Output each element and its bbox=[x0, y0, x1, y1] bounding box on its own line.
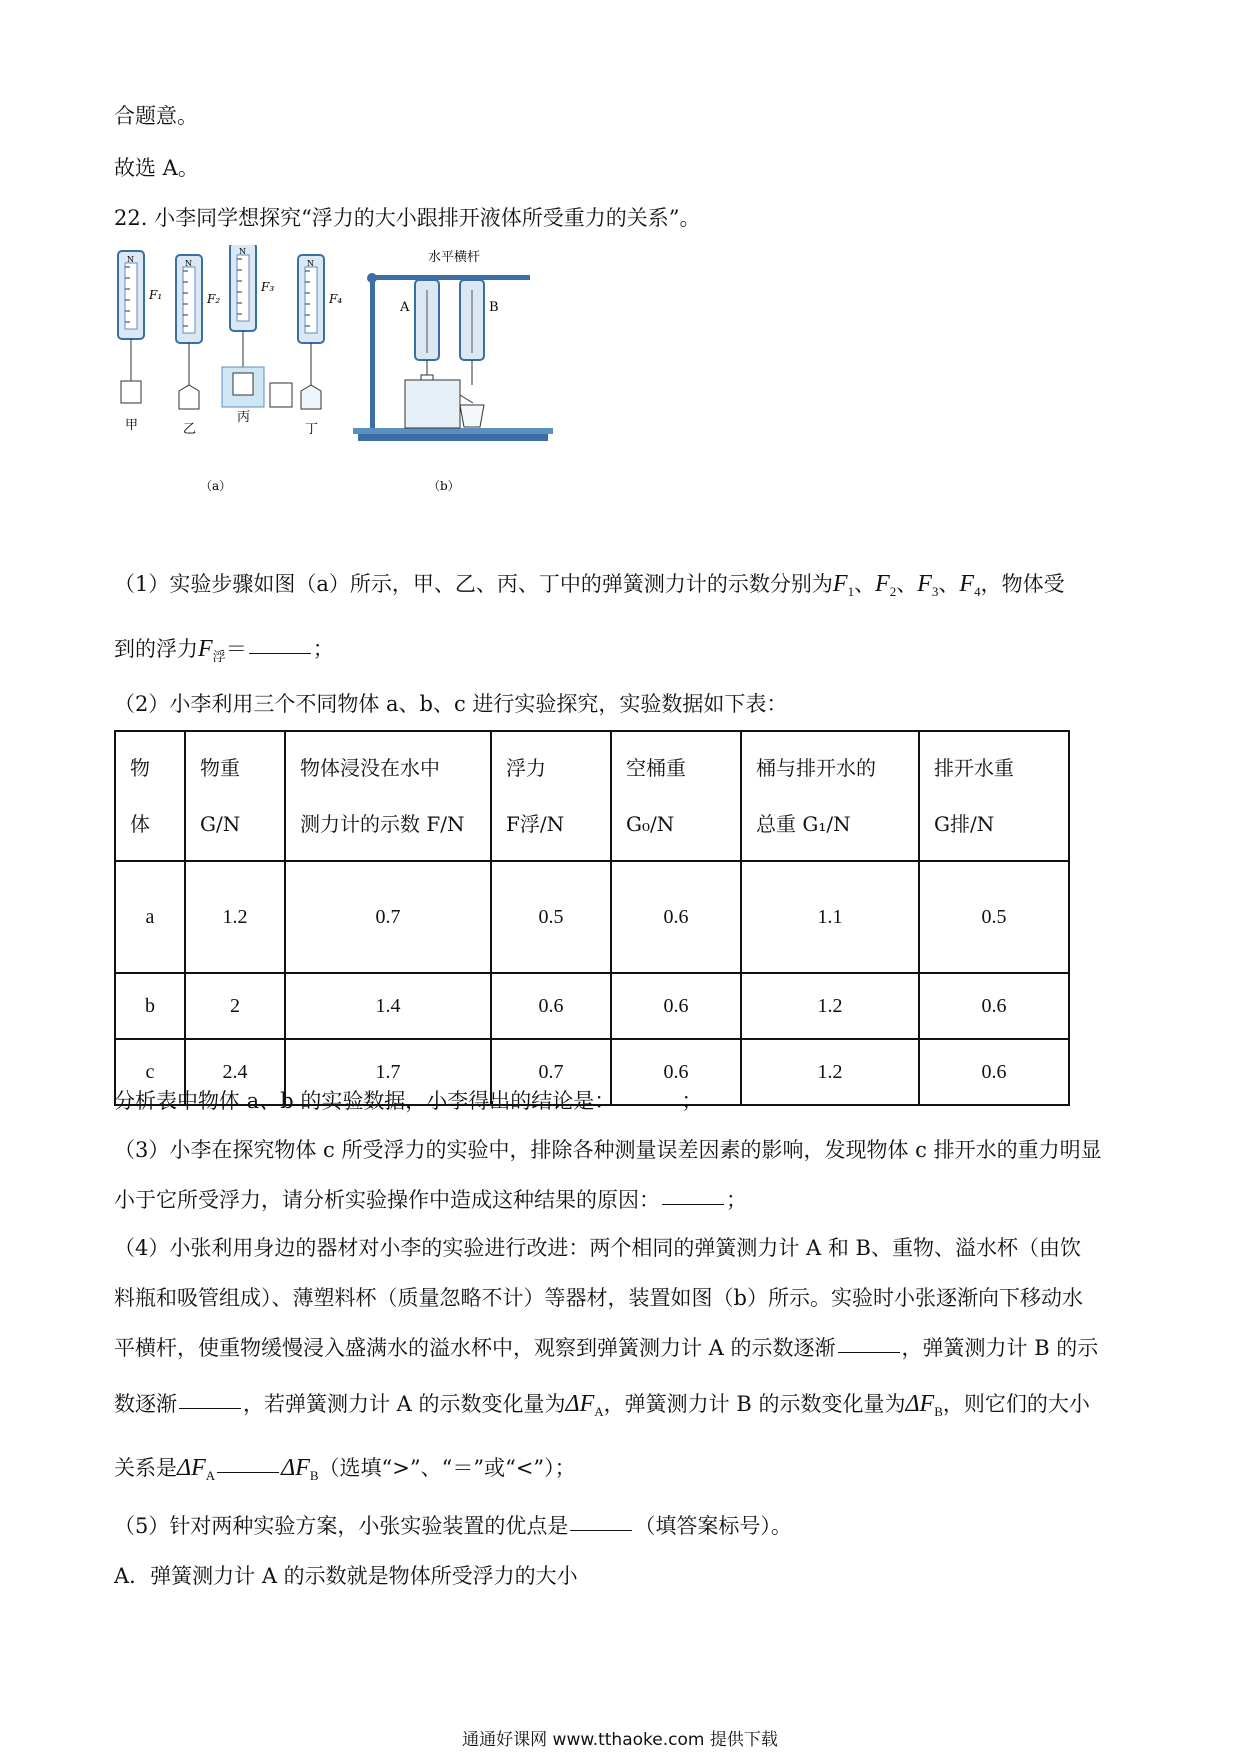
formula-dfa: $\Delta F_A$ bbox=[565, 1391, 604, 1419]
table-header-row bbox=[115, 731, 1069, 861]
caption-b: （b） bbox=[428, 479, 460, 493]
text-line: （1）实验步骤如图（a）所示，甲、乙、丙、丁中的弹簧测力计的示数分别为$F_1$、$F_2$、$F_3$、$F_4$，物体受 bbox=[114, 571, 1065, 599]
table-row bbox=[115, 861, 1069, 973]
gauge-label: 甲 bbox=[125, 418, 139, 433]
formula-f3: $F_3$ bbox=[917, 571, 939, 599]
answer-blank[interactable] bbox=[217, 1471, 279, 1473]
answer-blank[interactable] bbox=[662, 1203, 724, 1205]
header-cell: 物重 G/N bbox=[185, 731, 285, 861]
text-line: 数逐渐 ，若弹簧测力计 A 的示数变化量为$\Delta F_A$，弹簧测力计 B 的示数变化量为$\Delta F_B$，则它们的大小 bbox=[114, 1391, 1090, 1419]
header-cell: 物体浸没在水中 测力计的示数 F/N bbox=[285, 731, 491, 861]
formula-f2: $F_2$ bbox=[875, 571, 897, 599]
cell: 0.7 bbox=[491, 1039, 611, 1105]
gauge-unit: N bbox=[239, 247, 246, 256]
cell: 0.5 bbox=[491, 861, 611, 973]
cell: 2.4 bbox=[185, 1039, 285, 1105]
force-label: F₄ bbox=[329, 292, 343, 306]
text-line: （4）小张利用身边的器材对小李的实验进行改进：两个相同的弹簧测力计 A 和 B、重物、溢水杯（由饮 bbox=[114, 1236, 1081, 1260]
experiment-figure bbox=[108, 245, 588, 495]
force-label: F₁ bbox=[149, 288, 163, 302]
cell: 1.7 bbox=[285, 1039, 491, 1105]
text-line: 料瓶和吸管组成）、薄塑料杯（质量忽略不计）等器材，装置如图（b）所示。实验时小张逐渐向下移动水 bbox=[114, 1286, 1083, 1310]
cell: 1.4 bbox=[285, 973, 491, 1039]
gauge-a-label: A bbox=[400, 300, 410, 315]
text-line: 关系是$\Delta F_A$ $\Delta F_B$（选填“>”、“＝”或“<”）； bbox=[114, 1455, 576, 1483]
header-cell: 排开水重 G排/N bbox=[919, 731, 1069, 861]
question-title: 22. 小李同学想探究“浮力的大小跟排开液体所受重力的关系”。 bbox=[114, 206, 701, 230]
formula-dfa: $\Delta F_A$ bbox=[177, 1455, 216, 1483]
text-line: （2）小李利用三个不同物体 a、b、c 进行实验探究，实验数据如下表： bbox=[114, 692, 788, 716]
text: （1）实验步骤如图（a）所示，甲、乙、丙、丁中的弹簧测力计的示数分别为 bbox=[114, 572, 833, 596]
formula-ffu: $F_浮$ bbox=[198, 636, 226, 664]
cell: 0.7 bbox=[285, 861, 491, 973]
spring-gauge-2 bbox=[176, 255, 220, 437]
gauge-unit: N bbox=[127, 255, 134, 264]
text-line: 合题意。 bbox=[114, 104, 198, 128]
cell: c bbox=[115, 1039, 185, 1105]
table-row bbox=[115, 973, 1069, 1039]
cell: 0.6 bbox=[919, 973, 1069, 1039]
page-footer: 通通好课网 www.tthaoke.com 提供下载 bbox=[462, 1730, 778, 1750]
header-cell: 桶与排开水的 总重 G₁/N bbox=[741, 731, 919, 861]
answer-blank[interactable] bbox=[838, 1351, 900, 1353]
answer-blank[interactable] bbox=[617, 1104, 679, 1106]
cell: 1.2 bbox=[741, 973, 919, 1039]
formula-f1: $F_1$ bbox=[832, 571, 855, 599]
header-cell: 物 体 bbox=[115, 731, 185, 861]
gauge-unit: N bbox=[185, 259, 192, 268]
cell: a bbox=[115, 861, 185, 973]
spring-gauge-3 bbox=[222, 245, 292, 425]
cell: 1.2 bbox=[741, 1039, 919, 1105]
gauge-b-label: B bbox=[489, 300, 499, 315]
gauge-unit: N bbox=[307, 259, 314, 268]
answer-blank[interactable] bbox=[249, 652, 311, 654]
cell: 0.5 bbox=[919, 861, 1069, 973]
text-line: （5）针对两种实验方案，小张实验装置的优点是 （填答案标号）。 bbox=[114, 1514, 792, 1538]
formula-dfb: $\Delta F_B$ bbox=[281, 1455, 319, 1483]
spring-gauge-4 bbox=[298, 255, 342, 437]
cell: 0.6 bbox=[611, 1039, 741, 1105]
caption-a: （a） bbox=[200, 479, 232, 493]
cell: b bbox=[115, 973, 185, 1039]
text-line: 小于它所受浮力，请分析实验操作中造成这种结果的原因： ； bbox=[114, 1188, 747, 1212]
gauge-label: 丙 bbox=[237, 410, 251, 425]
cell: 0.6 bbox=[611, 861, 741, 973]
header-cell: 空桶重 G₀/N bbox=[611, 731, 741, 861]
formula-f4: $F_4$ bbox=[959, 571, 981, 599]
data-table bbox=[114, 730, 1070, 1106]
gauge-label: 丁 bbox=[305, 422, 319, 437]
text-line: （3）小李在探究物体 c 所受浮力的实验中，排除各种测量误差因素的影响，发现物体 c 排开水的重力明显 bbox=[114, 1138, 1102, 1162]
text-line: 到的浮力$F_浮=$ ； bbox=[114, 636, 334, 664]
figure-a-gauges bbox=[118, 245, 342, 437]
answer-blank[interactable] bbox=[570, 1529, 632, 1531]
option-a: A．弹簧测力计 A 的示数就是物体所受浮力的大小 bbox=[114, 1564, 578, 1588]
text-line: 分析表中物体 a、b 的实验数据，小李得出的结论是： ； bbox=[114, 1089, 703, 1113]
text-line: 故选 A。 bbox=[114, 156, 199, 180]
cell: 2 bbox=[185, 973, 285, 1039]
header-cell: 浮力 F浮/N bbox=[491, 731, 611, 861]
cell: 0.6 bbox=[491, 973, 611, 1039]
spring-gauge-1 bbox=[118, 251, 162, 433]
cell: 0.6 bbox=[919, 1039, 1069, 1105]
formula-dfb: $\Delta F_B$ bbox=[905, 1391, 943, 1419]
force-label: F₃ bbox=[261, 280, 275, 294]
force-label: F₂ bbox=[207, 292, 221, 306]
cell: 0.6 bbox=[611, 973, 741, 1039]
gauge-label: 乙 bbox=[183, 422, 197, 437]
bar-label: 水平横杆 bbox=[428, 250, 481, 265]
figure-b-apparatus bbox=[353, 273, 553, 441]
text-line: 平横杆，使重物缓慢浸入盛满水的溢水杯中，观察到弹簧测力计 A 的示数逐渐 ，弹簧测力计 B 的示 bbox=[114, 1336, 1099, 1360]
answer-blank[interactable] bbox=[179, 1407, 241, 1409]
cell: 1.1 bbox=[741, 861, 919, 973]
cell: 1.2 bbox=[185, 861, 285, 973]
